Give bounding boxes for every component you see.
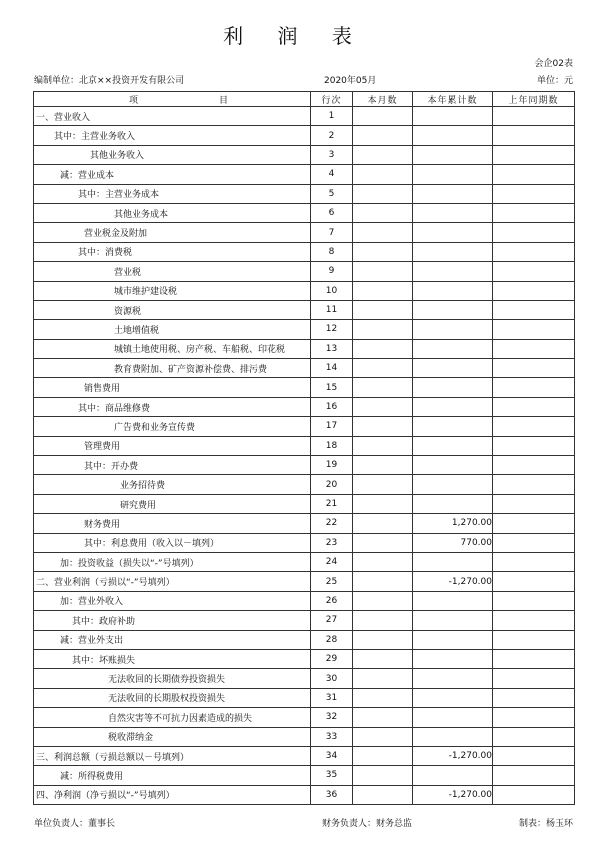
row-ytd[interactable] [413, 359, 493, 378]
row-ytd[interactable] [413, 145, 493, 164]
row-current-month[interactable] [353, 766, 413, 785]
row-prior-year[interactable] [493, 514, 575, 533]
table-row [34, 514, 575, 533]
row-current-month[interactable] [353, 649, 413, 668]
table-body [34, 107, 575, 805]
row-prior-year[interactable] [493, 339, 575, 358]
row-prior-year[interactable] [493, 145, 575, 164]
row-current-month[interactable] [353, 436, 413, 455]
row-line-no[interactable]: 35 [311, 766, 353, 785]
row-item-name[interactable]: 营业税金及附加 [34, 223, 311, 242]
unit-head: 单位负责人：董事长 [34, 819, 116, 829]
row-prior-year[interactable] [493, 126, 575, 145]
table-row [34, 417, 575, 436]
finance-head: 财务负责人：财务总监 [322, 819, 413, 829]
report-title: 利 润 表 [223, 24, 366, 48]
table-row [34, 184, 575, 203]
row-ytd[interactable] [413, 107, 493, 126]
row-prior-year[interactable] [493, 165, 575, 184]
row-item-name[interactable]: 业务招待费 [34, 475, 311, 494]
row-prior-year[interactable] [493, 533, 575, 552]
row-prior-year[interactable] [493, 378, 575, 397]
row-line-no[interactable]: 11 [311, 300, 353, 319]
row-item-name[interactable]: 管理费用 [34, 436, 311, 455]
row-prior-year[interactable] [493, 746, 575, 765]
row-line-no[interactable]: 10 [311, 281, 353, 300]
row-prior-year[interactable] [493, 281, 575, 300]
row-item-name[interactable]: 一、营业收入 [34, 107, 311, 126]
row-item-name[interactable]: 研究费用 [34, 494, 311, 513]
table-row [34, 320, 575, 339]
row-current-month[interactable] [353, 727, 413, 746]
row-prior-year[interactable] [493, 262, 575, 281]
row-prior-year[interactable] [493, 708, 575, 727]
table-row [34, 262, 575, 281]
row-line-no[interactable]: 6 [311, 203, 353, 222]
row-line-no[interactable]: 30 [311, 669, 353, 688]
row-line-no[interactable]: 23 [311, 533, 353, 552]
row-prior-year[interactable] [493, 785, 575, 804]
table-row [34, 145, 575, 164]
row-current-month[interactable] [353, 320, 413, 339]
header-item: 项 目 [34, 92, 311, 107]
row-current-month[interactable] [353, 184, 413, 203]
row-item-name[interactable]: 无法收回的长期债券投资损失 [34, 669, 311, 688]
row-ytd[interactable] [413, 456, 493, 475]
row-item-name[interactable]: 销售费用 [34, 378, 311, 397]
row-ytd[interactable] [413, 708, 493, 727]
row-ytd[interactable] [413, 262, 493, 281]
row-prior-year[interactable] [493, 242, 575, 261]
row-prior-year[interactable] [493, 203, 575, 222]
row-ytd[interactable] [413, 611, 493, 630]
row-item-name[interactable]: 其中：开办费 [34, 456, 311, 475]
header-row [34, 92, 575, 107]
row-prior-year[interactable] [493, 475, 575, 494]
row-current-month[interactable] [353, 552, 413, 571]
row-line-no[interactable]: 9 [311, 262, 353, 281]
row-item-name[interactable]: 广告费和业务宣传费 [34, 417, 311, 436]
row-current-month[interactable] [353, 514, 413, 533]
row-line-no[interactable]: 18 [311, 436, 353, 455]
row-item-name[interactable]: 其中：坏账损失 [34, 649, 311, 668]
row-ytd[interactable] [413, 203, 493, 222]
row-current-month[interactable] [353, 688, 413, 707]
table-row [34, 727, 575, 746]
row-item-name[interactable]: 加：投资收益（损失以“-”号填列） [34, 552, 311, 571]
table-row [34, 591, 575, 610]
row-current-month[interactable] [353, 339, 413, 358]
row-item-name[interactable]: 其他业务收入 [34, 145, 311, 164]
table-row [34, 339, 575, 358]
row-current-month[interactable] [353, 533, 413, 552]
income-statement-table [33, 91, 575, 805]
table-row [34, 766, 575, 785]
table-row [34, 475, 575, 494]
row-item-name[interactable]: 营业税 [34, 262, 311, 281]
row-item-name[interactable]: 自然灾害等不可抗力因素造成的损失 [34, 708, 311, 727]
row-ytd[interactable] [413, 300, 493, 319]
row-ytd[interactable] [413, 552, 493, 571]
row-item-name[interactable]: 其他业务成本 [34, 203, 311, 222]
row-ytd[interactable]: -1,270.00 [413, 572, 493, 591]
row-prior-year[interactable] [493, 359, 575, 378]
row-line-no[interactable]: 24 [311, 552, 353, 571]
row-ytd[interactable] [413, 223, 493, 242]
row-item-name[interactable]: 其中：政府补助 [34, 611, 311, 630]
table-row [34, 203, 575, 222]
row-current-month[interactable] [353, 572, 413, 591]
row-prior-year[interactable] [493, 417, 575, 436]
row-item-name[interactable]: 加：营业外收入 [34, 591, 311, 610]
row-current-month[interactable] [353, 107, 413, 126]
table-row [34, 165, 575, 184]
row-current-month[interactable] [353, 126, 413, 145]
row-current-month[interactable] [353, 494, 413, 513]
row-item-name[interactable]: 减：所得税费用 [34, 766, 311, 785]
table-row [34, 281, 575, 300]
currency-unit: 单位：元 [536, 76, 573, 86]
row-ytd[interactable]: 1,270.00 [413, 514, 493, 533]
row-item-name[interactable]: 减：营业外支出 [34, 630, 311, 649]
table-row [34, 611, 575, 630]
preparing-unit: 编制单位：北京××投资开发有限公司 [34, 76, 185, 86]
table-row [34, 223, 575, 242]
row-current-month[interactable] [353, 591, 413, 610]
row-prior-year[interactable] [493, 688, 575, 707]
row-prior-year[interactable] [493, 669, 575, 688]
row-current-month[interactable] [353, 223, 413, 242]
row-item-name[interactable]: 财务费用 [34, 514, 311, 533]
header-ytd: 本年累计数 [413, 92, 493, 107]
row-prior-year[interactable] [493, 494, 575, 513]
row-current-month[interactable] [353, 669, 413, 688]
row-current-month[interactable] [353, 746, 413, 765]
row-item-name[interactable]: 减：营业成本 [34, 165, 311, 184]
row-current-month[interactable] [353, 262, 413, 281]
row-line-no[interactable]: 28 [311, 630, 353, 649]
table-row [34, 572, 575, 591]
signature-footer [34, 816, 573, 828]
row-item-name[interactable]: 土地增值税 [34, 320, 311, 339]
row-ytd[interactable] [413, 165, 493, 184]
row-line-no[interactable]: 16 [311, 397, 353, 416]
row-prior-year[interactable] [493, 107, 575, 126]
report-period: 2020年05月 [324, 76, 377, 86]
row-item-name[interactable]: 城镇土地使用税、房产税、车船税、印花税 [34, 339, 311, 358]
row-ytd[interactable] [413, 320, 493, 339]
row-current-month[interactable] [353, 203, 413, 222]
row-item-name[interactable]: 其中：商品维修费 [34, 397, 311, 416]
row-current-month[interactable] [353, 300, 413, 319]
row-line-no[interactable]: 12 [311, 320, 353, 339]
table-row [34, 746, 575, 765]
row-current-month[interactable] [353, 708, 413, 727]
row-ytd[interactable] [413, 242, 493, 261]
row-current-month[interactable] [353, 456, 413, 475]
preparer: 制表：杨玉环 [518, 819, 573, 829]
table-row [34, 300, 575, 319]
row-ytd[interactable] [413, 184, 493, 203]
row-current-month[interactable] [353, 359, 413, 378]
row-ytd[interactable] [413, 494, 493, 513]
row-line-no[interactable]: 17 [311, 417, 353, 436]
row-line-no[interactable]: 4 [311, 165, 353, 184]
row-prior-year[interactable] [493, 572, 575, 591]
row-ytd[interactable]: -1,270.00 [413, 746, 493, 765]
row-ytd[interactable] [413, 436, 493, 455]
row-line-no[interactable]: 33 [311, 727, 353, 746]
row-item-name[interactable]: 其中：主营业务收入 [34, 126, 311, 145]
row-prior-year[interactable] [493, 320, 575, 339]
row-prior-year[interactable] [493, 436, 575, 455]
row-line-no[interactable]: 19 [311, 456, 353, 475]
header-prior-year: 上年同期数 [493, 92, 575, 107]
row-line-no[interactable]: 29 [311, 649, 353, 668]
table-row [34, 630, 575, 649]
table-row [34, 688, 575, 707]
table-row [34, 649, 575, 668]
row-item-name[interactable]: 税收滞纳金 [34, 727, 311, 746]
table-row [34, 494, 575, 513]
row-item-name[interactable]: 三、利润总额（亏损总额以－号填列） [34, 746, 311, 765]
row-line-no[interactable]: 26 [311, 591, 353, 610]
row-ytd[interactable] [413, 397, 493, 416]
row-item-name[interactable]: 其中：消费税 [34, 242, 311, 261]
row-prior-year[interactable] [493, 456, 575, 475]
row-prior-year[interactable] [493, 397, 575, 416]
row-ytd[interactable] [413, 669, 493, 688]
row-current-month[interactable] [353, 397, 413, 416]
row-prior-year[interactable] [493, 552, 575, 571]
row-ytd[interactable] [413, 417, 493, 436]
row-current-month[interactable] [353, 785, 413, 804]
row-ytd[interactable] [413, 766, 493, 785]
table-row [34, 708, 575, 727]
row-prior-year[interactable] [493, 184, 575, 203]
row-line-no[interactable]: 31 [311, 688, 353, 707]
row-current-month[interactable] [353, 165, 413, 184]
row-item-name[interactable]: 其中：利息费用（收入以－填列） [34, 533, 311, 552]
row-ytd[interactable] [413, 649, 493, 668]
row-line-no[interactable]: 2 [311, 126, 353, 145]
row-current-month[interactable] [353, 630, 413, 649]
row-prior-year[interactable] [493, 591, 575, 610]
row-ytd[interactable] [413, 630, 493, 649]
row-line-no[interactable]: 13 [311, 339, 353, 358]
row-line-no[interactable]: 15 [311, 378, 353, 397]
table-row [34, 378, 575, 397]
row-item-name[interactable]: 二、营业利润（亏损以“-”号填列） [34, 572, 311, 591]
row-line-no[interactable]: 3 [311, 145, 353, 164]
row-ytd[interactable] [413, 281, 493, 300]
row-ytd[interactable] [413, 591, 493, 610]
header-current-month: 本月数 [353, 92, 413, 107]
row-line-no[interactable]: 14 [311, 359, 353, 378]
row-current-month[interactable] [353, 242, 413, 261]
row-prior-year[interactable] [493, 611, 575, 630]
row-item-name[interactable]: 资源税 [34, 300, 311, 319]
row-item-name[interactable]: 教育费附加、矿产资源补偿费、排污费 [34, 359, 311, 378]
row-ytd[interactable] [413, 126, 493, 145]
row-ytd[interactable]: -1,270.00 [413, 785, 493, 804]
row-line-no[interactable]: 8 [311, 242, 353, 261]
row-item-name[interactable]: 四、净利润（净亏损以“-”号填列） [34, 785, 311, 804]
row-prior-year[interactable] [493, 630, 575, 649]
row-current-month[interactable] [353, 378, 413, 397]
row-line-no[interactable]: 22 [311, 514, 353, 533]
table-row [34, 107, 575, 126]
row-line-no[interactable]: 21 [311, 494, 353, 513]
table-row [34, 359, 575, 378]
row-prior-year[interactable] [493, 766, 575, 785]
row-ytd[interactable] [413, 378, 493, 397]
row-line-no[interactable]: 25 [311, 572, 353, 591]
row-line-no[interactable]: 5 [311, 184, 353, 203]
row-line-no[interactable]: 32 [311, 708, 353, 727]
row-line-no[interactable]: 27 [311, 611, 353, 630]
row-current-month[interactable] [353, 475, 413, 494]
table-row [34, 456, 575, 475]
row-ytd[interactable]: 770.00 [413, 533, 493, 552]
row-prior-year[interactable] [493, 223, 575, 242]
row-ytd[interactable] [413, 727, 493, 746]
row-ytd[interactable] [413, 688, 493, 707]
table-row [34, 397, 575, 416]
row-item-name[interactable]: 城市维护建设税 [34, 281, 311, 300]
row-current-month[interactable] [353, 281, 413, 300]
row-current-month[interactable] [353, 145, 413, 164]
row-prior-year[interactable] [493, 300, 575, 319]
row-current-month[interactable] [353, 611, 413, 630]
header-line-no: 行次 [311, 92, 353, 107]
row-line-no[interactable]: 1 [311, 107, 353, 126]
table-row [34, 785, 575, 804]
row-prior-year[interactable] [493, 649, 575, 668]
report-meta [34, 73, 573, 85]
row-item-name[interactable]: 其中：主营业务成本 [34, 184, 311, 203]
row-current-month[interactable] [353, 417, 413, 436]
row-prior-year[interactable] [493, 727, 575, 746]
table-row [34, 126, 575, 145]
row-ytd[interactable] [413, 475, 493, 494]
table-row [34, 436, 575, 455]
row-item-name[interactable]: 无法收回的长期股权投资损失 [34, 688, 311, 707]
table-row [34, 552, 575, 571]
row-line-no[interactable]: 7 [311, 223, 353, 242]
row-line-no[interactable]: 34 [311, 746, 353, 765]
table-row [34, 669, 575, 688]
table-row [34, 533, 575, 552]
form-code: 会企02表 [534, 59, 573, 69]
row-line-no[interactable]: 20 [311, 475, 353, 494]
row-line-no[interactable]: 36 [311, 785, 353, 804]
table-row [34, 242, 575, 261]
row-ytd[interactable] [413, 339, 493, 358]
